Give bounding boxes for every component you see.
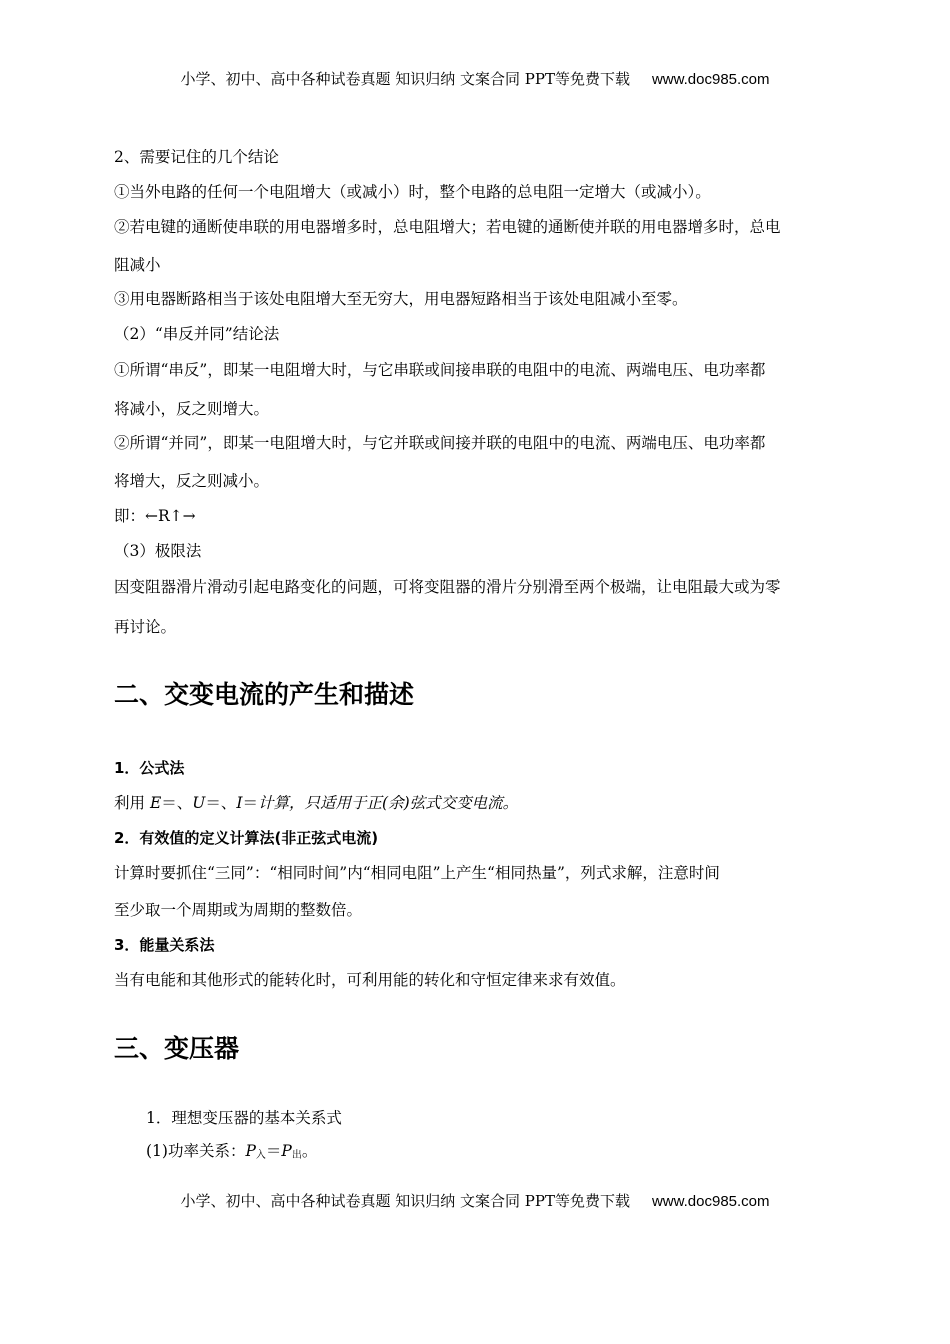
footer-text: 小学、初中、高中各种试卷真题 知识归纳 文案合同 PPT等免费下载	[180, 1192, 630, 1210]
header-text: 小学、初中、高中各种试卷真题 知识归纳 文案合同 PPT等免费下载	[180, 70, 630, 88]
paragraph-line: （3）极限法	[114, 542, 202, 560]
paragraph-line: 将减小，反之则增大。	[114, 400, 270, 418]
paragraph-line: ①当外电路的任何一个电阻增大（或减小）时，整个电路的总电阻一定增大（或减小）。	[114, 183, 711, 201]
paragraph-line: 阻减小	[114, 256, 161, 274]
paragraph-line: 即：←R↑→	[114, 507, 196, 525]
paragraph-line: ②若电键的通断使串联的用电器增多时，总电阻增大；若电键的通断使并联的用电器增多时，总电	[114, 218, 781, 236]
paragraph-line: 将增大，反之则减小。	[114, 472, 270, 490]
subheading: 3．能量关系法	[114, 936, 215, 954]
page-footer	[0, 1191, 950, 1212]
paragraph-line: ③用电器断路相当于该处电阻增大至无穷大，用电器短路相当于该处电阻减小至零。	[114, 290, 688, 308]
footer-url[interactable]: www.doc985.com	[651, 1193, 770, 1210]
paragraph-line: （2）“串反并同”结论法	[114, 325, 280, 343]
paragraph-line: 至少取一个周期或为周期的整数倍。	[114, 901, 363, 919]
section-title: 三、变压器	[114, 1034, 240, 1063]
paragraph-line: 因变阻器滑片滑动引起电路变化的问题，可将变阻器的滑片分别滑至两个极端，让电阻最大或为零	[114, 578, 781, 596]
page-header	[0, 69, 950, 90]
subheading: 2．有效值的定义计算法(非正弦式电流)	[114, 829, 379, 847]
paragraph-line: 再讨论。	[114, 618, 177, 636]
paragraph-line: ②所谓“并同”，即某一电阻增大时，与它并联或间接并联的电阻中的电流、两端电压、电功率都	[114, 434, 766, 452]
paragraph-line: 当有电能和其他形式的能转化时，可利用能的转化和守恒定律来求有效值。	[114, 971, 626, 989]
paragraph-line: 1．理想变压器的基本关系式	[146, 1109, 342, 1127]
formula-line: (1)功率关系：$P_入=P_出$。	[146, 1142, 318, 1161]
paragraph-line: ①所谓“串反”，即某一电阻增大时，与它串联或间接串联的电阻中的电流、两端电压、电功率都	[114, 361, 766, 379]
section-title: 二、交变电流的产生和描述	[114, 680, 415, 709]
formula-line: 利用 E＝、U＝、I＝计算，只适用于正(余)弦式交变电流。	[114, 794, 519, 812]
subheading: 1．公式法	[114, 759, 185, 777]
paragraph-line: 2、需要记住的几个结论	[114, 148, 279, 166]
header-url[interactable]: www.doc985.com	[651, 71, 770, 88]
paragraph-line: 计算时要抓住“三同”：“相同时间”内“相同电阻”上产生“相同热量”，列式求解，注意时间	[114, 864, 720, 882]
